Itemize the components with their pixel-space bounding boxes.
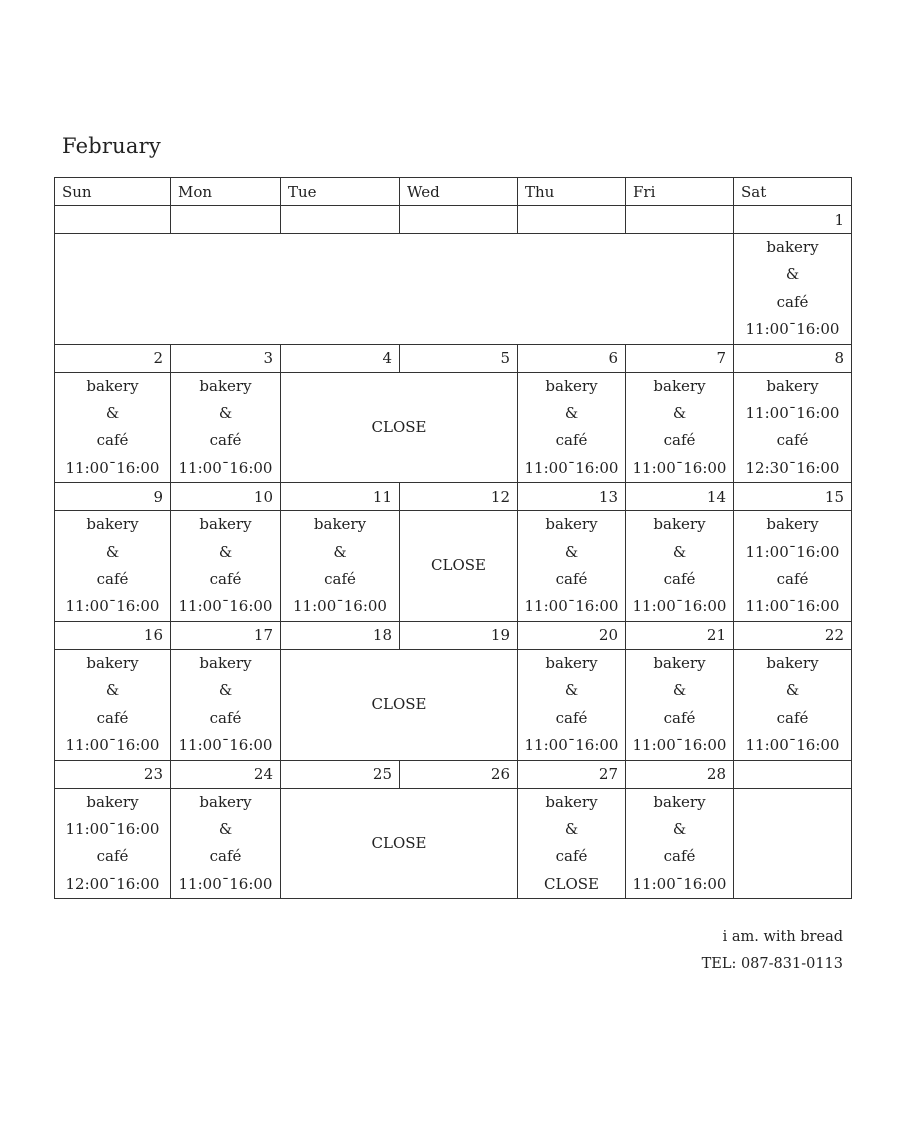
hours-line: 11:00ˉ16:00 <box>65 736 160 755</box>
date-number <box>171 206 281 234</box>
hours-line: bakery <box>766 653 819 672</box>
hours-line: café <box>776 708 809 727</box>
date-number-row <box>55 344 852 372</box>
hours-line: café <box>555 431 588 450</box>
date-number-row <box>55 483 852 511</box>
hours-line: & <box>218 819 233 838</box>
hours-line: bakery <box>545 792 598 811</box>
hours-line: bakery <box>86 653 139 672</box>
hours-line: 11:00ˉ16:00 <box>632 874 727 893</box>
hours-cell <box>55 788 171 899</box>
hours-line: bakery <box>86 792 139 811</box>
date-number: 13 <box>518 483 626 511</box>
hours-cell <box>626 649 734 760</box>
hours-cell <box>171 372 281 483</box>
hours-row <box>55 649 852 760</box>
hours-line: bakery <box>653 376 706 395</box>
hours-line: café <box>663 708 696 727</box>
hours-line: bakery <box>86 515 139 534</box>
closed-label: CLOSE <box>371 694 427 713</box>
hours-cell <box>55 649 171 760</box>
date-number <box>518 206 626 234</box>
hours-line: 11:00ˉ16:00 <box>293 597 387 616</box>
hours-line: bakery <box>766 238 819 256</box>
hours-cell <box>281 511 400 622</box>
hours-line: 11:00ˉ16:00 <box>632 736 727 755</box>
hours-row <box>55 234 852 345</box>
date-number: 11 <box>281 483 400 511</box>
hours-cell <box>626 788 734 899</box>
date-number: 17 <box>171 621 281 649</box>
hours-line: 11:00ˉ16:00 <box>745 404 840 423</box>
hours-line: café <box>96 570 129 589</box>
date-number <box>281 206 400 234</box>
hours-cell <box>171 649 281 760</box>
weekday-header: Fri <box>626 178 734 206</box>
hours-line: café <box>209 847 242 866</box>
date-number: 18 <box>281 621 400 649</box>
hours-line: bakery <box>199 653 252 672</box>
hours-cell <box>518 372 626 483</box>
date-number: 24 <box>171 760 281 788</box>
date-number: 25 <box>281 760 400 788</box>
hours-line: bakery <box>199 376 252 395</box>
shop-name: i am. with bread <box>722 929 843 945</box>
hours-line: 11:00ˉ16:00 <box>65 597 160 616</box>
hours-row <box>55 511 852 622</box>
hours-line: bakery <box>653 653 706 672</box>
date-number: 9 <box>55 483 171 511</box>
hours-line: café <box>96 708 129 727</box>
date-number: 4 <box>281 344 400 372</box>
date-number: 3 <box>171 344 281 372</box>
hours-line: café <box>555 847 588 866</box>
hours-line: café <box>776 431 809 450</box>
hours-cell <box>171 511 281 622</box>
date-number <box>55 206 171 234</box>
hours-line: & <box>333 542 347 561</box>
closed-label: CLOSE <box>431 556 486 575</box>
closed-cell <box>281 372 518 483</box>
date-number: 5 <box>400 344 518 372</box>
hours-line: & <box>564 819 579 838</box>
hours-line: café <box>555 570 588 589</box>
hours-row <box>55 372 852 483</box>
hours-cell <box>734 649 852 760</box>
closed-label: CLOSE <box>371 833 427 852</box>
hours-line: & <box>564 542 579 561</box>
hours-line: 11:00ˉ16:00 <box>745 736 840 755</box>
hours-line: bakery <box>545 653 598 672</box>
hours-line: bakery <box>653 515 706 534</box>
hours-line: café <box>776 292 809 311</box>
hours-cell <box>55 511 171 622</box>
date-number: 27 <box>518 760 626 788</box>
date-number: 20 <box>518 621 626 649</box>
hours-line: 11:00ˉ16:00 <box>524 597 619 616</box>
hours-line: 11:00ˉ16:00 <box>745 320 840 339</box>
hours-line: café <box>209 570 242 589</box>
hours-line: café <box>209 431 242 450</box>
date-number: 21 <box>626 621 734 649</box>
hours-line: bakery <box>199 792 252 811</box>
date-number: 23 <box>55 760 171 788</box>
hours-line: bakery <box>545 376 598 395</box>
hours-line: & <box>105 542 120 561</box>
hours-line: & <box>218 542 233 561</box>
hours-line: bakery <box>766 376 819 395</box>
hours-cell <box>734 788 852 899</box>
closed-cell <box>281 788 518 899</box>
hours-line: bakery <box>653 792 706 811</box>
hours-line: 11:00ˉ16:00 <box>632 597 727 616</box>
hours-line: & <box>672 819 687 838</box>
hours-line: café <box>663 570 696 589</box>
date-number: 6 <box>518 344 626 372</box>
date-number-row <box>55 206 852 234</box>
date-number: 2 <box>55 344 171 372</box>
weekday-header-row <box>55 178 852 206</box>
hours-line: 11:00ˉ16:00 <box>178 736 273 755</box>
date-number: 8 <box>734 344 852 372</box>
weekday-header: Mon <box>171 178 281 206</box>
hours-line: 11:00ˉ16:00 <box>65 458 160 477</box>
hours-line: CLOSE <box>544 874 599 893</box>
date-number: 19 <box>400 621 518 649</box>
hours-line: café <box>555 708 588 727</box>
closed-cell <box>400 511 518 622</box>
hours-line: 11:00ˉ16:00 <box>65 819 160 838</box>
date-number: 15 <box>734 483 852 511</box>
hours-line: 11:00ˉ16:00 <box>632 458 727 477</box>
hours-cell <box>734 234 852 345</box>
hours-line: 12:00ˉ16:00 <box>65 874 160 893</box>
date-number: 10 <box>171 483 281 511</box>
hours-line: café <box>663 431 696 450</box>
hours-row <box>55 788 852 899</box>
hours-line: 11:00ˉ16:00 <box>745 542 840 561</box>
hours-line: 11:00ˉ16:00 <box>178 874 273 893</box>
hours-line: bakery <box>545 515 598 534</box>
weekday-header: Thu <box>518 178 626 206</box>
hours-cell <box>734 511 852 622</box>
date-number <box>734 760 852 788</box>
date-number-row <box>55 760 852 788</box>
calendar-table <box>54 177 852 899</box>
date-number <box>400 206 518 234</box>
shop-phone: TEL: 087-831-0113 <box>701 956 843 972</box>
hours-cell <box>626 372 734 483</box>
hours-cell <box>518 511 626 622</box>
hours-line: 12:30ˉ16:00 <box>745 458 840 477</box>
hours-cell <box>734 372 852 483</box>
weekday-header: Sun <box>55 178 171 206</box>
hours-line: & <box>672 404 687 423</box>
hours-cell <box>55 372 171 483</box>
hours-line: & <box>105 681 120 700</box>
date-number: 28 <box>626 760 734 788</box>
hours-line: & <box>672 681 687 700</box>
hours-line: & <box>564 404 579 423</box>
hours-line: & <box>105 404 120 423</box>
hours-line: & <box>564 681 579 700</box>
hours-line: café <box>209 708 242 727</box>
weekday-header: Wed <box>400 178 518 206</box>
closed-label: CLOSE <box>371 417 427 436</box>
hours-line: & <box>785 265 800 284</box>
calendar-title: February <box>62 134 161 158</box>
hours-line: café <box>663 847 696 866</box>
weekday-header: Sat <box>734 178 852 206</box>
hours-cell <box>518 788 626 899</box>
date-number: 12 <box>400 483 518 511</box>
hours-line: & <box>785 681 800 700</box>
hours-line: bakery <box>199 515 252 534</box>
hours-cell <box>518 649 626 760</box>
date-number-row <box>55 621 852 649</box>
date-number: 26 <box>400 760 518 788</box>
hours-line: bakery <box>766 515 819 534</box>
hours-line: 11:00ˉ16:00 <box>524 736 619 755</box>
hours-line: 11:00ˉ16:00 <box>524 458 619 477</box>
hours-line: 11:00ˉ16:00 <box>178 458 273 477</box>
hours-line: café <box>776 570 809 589</box>
hours-line: bakery <box>313 515 367 534</box>
hours-line: bakery <box>86 376 139 395</box>
hours-line: & <box>218 681 233 700</box>
weekday-header: Tue <box>281 178 400 206</box>
date-number: 14 <box>626 483 734 511</box>
hours-cell <box>55 234 734 345</box>
hours-line: 11:00ˉ16:00 <box>745 597 840 616</box>
hours-cell <box>626 511 734 622</box>
hours-line: café <box>96 431 129 450</box>
date-number: 22 <box>734 621 852 649</box>
hours-line: & <box>218 404 233 423</box>
date-number: 16 <box>55 621 171 649</box>
date-number: 7 <box>626 344 734 372</box>
date-number: 1 <box>734 206 852 234</box>
hours-line: café <box>324 570 356 589</box>
hours-cell <box>171 788 281 899</box>
closed-cell <box>281 649 518 760</box>
date-number <box>626 206 734 234</box>
hours-line: 11:00ˉ16:00 <box>178 597 273 616</box>
hours-line: & <box>672 542 687 561</box>
hours-line: café <box>96 847 129 866</box>
